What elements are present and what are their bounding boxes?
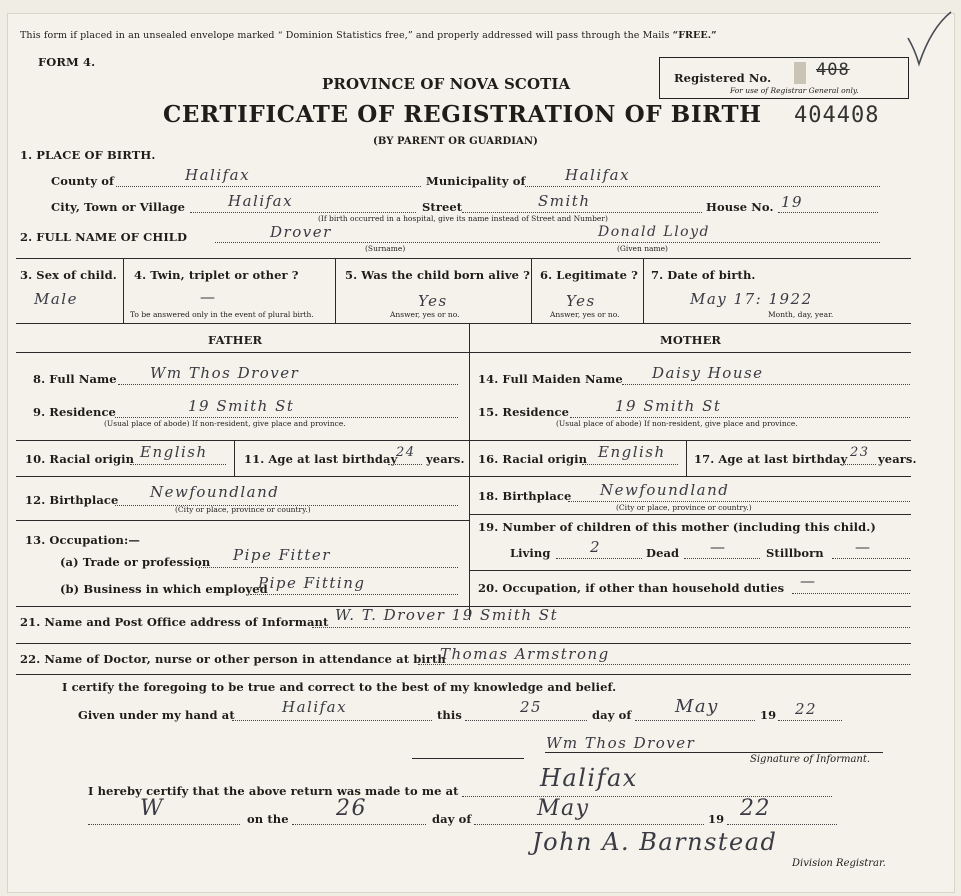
informant-value: W. T. Drover 19 Smith St [335, 606, 559, 624]
mother-birthplace-label: 18. Birthplace [478, 489, 572, 503]
check-mark-icon [905, 8, 955, 68]
city-value: Halifax [228, 192, 294, 210]
father-birthplace-note: (City or place, province or country.) [175, 505, 311, 514]
dead-label: Dead [646, 546, 680, 560]
certification-year-prefix: 19 [760, 708, 777, 722]
born-alive-label: 5. Was the child born alive ? [345, 268, 530, 282]
registrar-statement: I hereby certify that the above return was made to me at [88, 784, 459, 798]
father-residence-note: (Usual place of abode) If non-resident, give place and province. [104, 419, 346, 428]
father-racial-label: 10. Racial origin [25, 452, 135, 466]
informant-label: 21. Name and Post Office address of Informant [20, 615, 329, 629]
mother-racial-value: English [598, 443, 666, 461]
certification-top-rule [16, 674, 911, 675]
father-birthplace-value: Newfoundland [150, 483, 280, 501]
legitimate-note: Answer, yes or no. [550, 310, 620, 319]
stillborn-value: — [855, 538, 872, 556]
row3-divider-3 [531, 258, 532, 323]
dead-value: — [710, 538, 727, 556]
father-occupation-label: 13. Occupation:— [25, 533, 140, 547]
father-residence-label: 9. Residence [33, 405, 116, 419]
father-age-unit: years. [426, 452, 465, 466]
struck-registered-number: 408 [816, 60, 850, 80]
father-racial-line [130, 464, 226, 465]
informant-signature-label: Signature of Informant. [750, 754, 871, 765]
twin-label: 4. Twin, triplet or other ? [134, 268, 299, 282]
certification-day-value: 25 [520, 698, 543, 716]
father-name-label: 8. Full Name [33, 372, 117, 386]
mother-birthplace-note: (City or place, province or country.) [616, 503, 752, 512]
mother-residence-line [570, 417, 910, 418]
registrar-month-value: May [537, 796, 590, 821]
registrar-general-note: For use of Registrar General only. [730, 86, 859, 95]
father-heading: FATHER [208, 333, 263, 347]
given-place-line [232, 720, 432, 721]
certification-day-line [465, 720, 587, 721]
parents-divider [469, 323, 470, 620]
form-number: FORM 4. [38, 55, 96, 69]
registrar-month-line [474, 824, 704, 825]
informant-signature: Wm Thos Drover [546, 734, 696, 752]
municipality-value: Halifax [565, 166, 631, 184]
city-line [190, 212, 416, 213]
sex-value: Male [34, 290, 78, 308]
certification-year-value: 22 [795, 700, 818, 718]
sex-label: 3. Sex of child. [20, 268, 117, 282]
doctor-line [418, 664, 910, 665]
father-age-label: 11. Age at last birthday [244, 452, 398, 466]
father-name-value: Wm Thos Drover [150, 364, 300, 382]
mother-racial-label: 16. Racial origin [478, 452, 588, 466]
father-age-value: 24 [396, 445, 416, 460]
county-value: Halifax [185, 166, 251, 184]
row3-divider-4 [643, 258, 644, 323]
father-age-line [388, 464, 422, 465]
dead-line [684, 558, 760, 559]
city-label: City, Town or Village [51, 200, 186, 214]
registrar-place-line [462, 796, 832, 797]
mother-age-value: 23 [850, 445, 870, 460]
row3-bottom-rule [16, 323, 911, 324]
mother-children-rule [469, 514, 911, 515]
living-label: Living [510, 546, 551, 560]
father-trade-label: (a) Trade or profession [60, 555, 211, 569]
registrar-year-prefix: 19 [708, 812, 725, 826]
mother-occupation-value: — [800, 572, 817, 590]
date-of-birth-note: Month, day, year. [768, 310, 834, 319]
registrar-signature: John A. Barnstead [532, 828, 778, 856]
mailing-notice [20, 30, 717, 41]
full-name-label: 2. FULL NAME OF CHILD [20, 230, 188, 244]
mother-residence-value: 19 Smith St [615, 397, 722, 415]
street-line [462, 212, 702, 213]
given-under-label: Given under my hand at [78, 708, 235, 722]
registrar-place-value: Halifax [540, 764, 638, 792]
doctor-value: Thomas Armstrong [440, 645, 610, 663]
child-surname: Drover [270, 223, 332, 241]
born-alive-note: Answer, yes or no. [390, 310, 460, 319]
municipality-line [525, 186, 880, 187]
mother-age-unit: years. [878, 452, 917, 466]
county-label: County of [51, 174, 115, 188]
registrar-signature-label: Division Registrar. [792, 858, 886, 869]
province-heading: PROVINCE OF NOVA SCOTIA [322, 75, 571, 93]
street-value: Smith [538, 192, 591, 210]
row3-divider-2 [335, 258, 336, 323]
mother-age-line [840, 464, 876, 465]
street-label: Street [422, 200, 463, 214]
father-trade-value: Pipe Fitter [233, 546, 331, 564]
registrar-year-line [727, 824, 837, 825]
informant-line [312, 627, 910, 628]
child-given-name: Donald Lloyd [598, 224, 710, 240]
given-place-value: Halifax [282, 698, 348, 716]
registrar-day-value: 26 [336, 796, 367, 821]
separator-rule [412, 758, 524, 759]
county-line [116, 186, 421, 187]
hospital-note: (If birth occurred in a hospital, give its name instead of Street and Number) [318, 214, 608, 223]
father-racial-value: English [140, 443, 208, 461]
children-count-label: 19. Number of children of this mother (including this child.) [478, 520, 876, 534]
legitimate-label: 6. Legitimate ? [540, 268, 638, 282]
mother-heading: MOTHER [660, 333, 722, 347]
father-name-line [118, 384, 458, 385]
mother-age-label: 17. Age at last birthday [694, 452, 848, 466]
legitimate-value: Yes [566, 292, 596, 310]
house-number-value: 19 [781, 193, 804, 211]
stillborn-line [832, 558, 910, 559]
father-business-label: (b) Business in which employed [60, 582, 268, 596]
twin-note: To be answered only in the event of plural birth. [130, 310, 314, 319]
mother-racial-line [582, 464, 678, 465]
registrar-day-line [292, 824, 426, 825]
place-of-birth-heading: 1. PLACE OF BIRTH. [20, 148, 156, 162]
date-of-birth-value: May 17: 1922 [690, 290, 813, 308]
row3-divider-1 [123, 258, 124, 323]
row3-top-rule [16, 258, 911, 259]
doctor-label: 22. Name of Doctor, nurse or other person in attendance at birth [20, 652, 446, 666]
mother-name-label: 14. Full Maiden Name [478, 372, 623, 386]
registrar-prefix-line [88, 824, 240, 825]
born-alive-value: Yes [418, 292, 448, 310]
mother-occupation-rule [469, 570, 911, 571]
father-birthplace-label: 12. Birthplace [25, 493, 119, 507]
municipality-label: Municipality of [426, 174, 526, 188]
registered-number-box [659, 57, 909, 99]
father-racial-top-rule [16, 440, 469, 441]
father-business-value: Pipe Fitting [258, 574, 366, 592]
doctor-top-rule [16, 643, 911, 644]
surname-note: (Surname) [365, 244, 406, 253]
father-residence-value: 19 Smith St [188, 397, 295, 415]
house-number-label: House No. [706, 200, 774, 214]
mother-birthplace-line [568, 501, 910, 502]
mother-birthplace-value: Newfoundland [600, 481, 730, 499]
mother-residence-note: (Usual place of abode) If non-resident, give place and province. [556, 419, 798, 428]
certificate-title: CERTIFICATE OF REGISTRATION OF BIRTH [163, 101, 762, 128]
father-occupation-rule [16, 520, 469, 521]
father-racial-bottom-rule [16, 476, 469, 477]
informant-signature-rule [545, 752, 883, 753]
date-of-birth-label: 7. Date of birth. [651, 268, 756, 282]
registrar-day-of-label: day of [432, 812, 472, 826]
mother-occupation-label: 20. Occupation, if other than household duties [478, 581, 785, 595]
mother-racial-top-rule [469, 440, 911, 441]
certification-month-value: May [675, 696, 719, 717]
given-name-note: (Given name) [617, 244, 668, 253]
mother-name-line [622, 384, 910, 385]
certification-statement: I certify the foregoing to be true and correct to the best of my knowledge and belief. [62, 680, 617, 694]
twin-value: — [200, 288, 217, 306]
living-value: 2 [590, 538, 602, 556]
certification-month-line [635, 720, 755, 721]
mother-occupation-line [792, 593, 910, 594]
mother-name-value: Daisy House [652, 364, 764, 382]
father-residence-line [115, 417, 458, 418]
mother-racial-bottom-rule [469, 476, 911, 477]
mother-residence-label: 15. Residence [478, 405, 570, 419]
father-business-line [250, 594, 458, 595]
father-racial-divider [234, 440, 235, 476]
certification-day-of-label: day of [592, 708, 632, 722]
father-trade-line [198, 567, 458, 568]
stillborn-label: Stillborn [766, 546, 824, 560]
stamped-registered-number: 404408 [794, 103, 880, 128]
house-number-line [778, 212, 878, 213]
registrar-year-value: 22 [740, 796, 771, 821]
certification-year-line [778, 720, 842, 721]
certificate-subtitle: (BY PARENT OR GUARDIAN) [373, 136, 538, 147]
free-label: “FREE.” [672, 30, 717, 41]
mailing-notice-text: This form if placed in an unsealed envelope marked “ Dominion Statistics free,” and properly addressed will pass through the Mails [20, 30, 670, 41]
living-line [556, 558, 642, 559]
stamp-mark [794, 62, 806, 84]
registered-number-label: Registered No. [674, 71, 772, 85]
registrar-on-the-label: on the [247, 812, 289, 826]
registrar-prefix-value: W [140, 796, 165, 821]
certification-this-label: this [437, 708, 462, 722]
parents-heading-rule [16, 352, 911, 353]
mother-racial-divider [686, 440, 687, 476]
full-name-line [215, 242, 880, 243]
